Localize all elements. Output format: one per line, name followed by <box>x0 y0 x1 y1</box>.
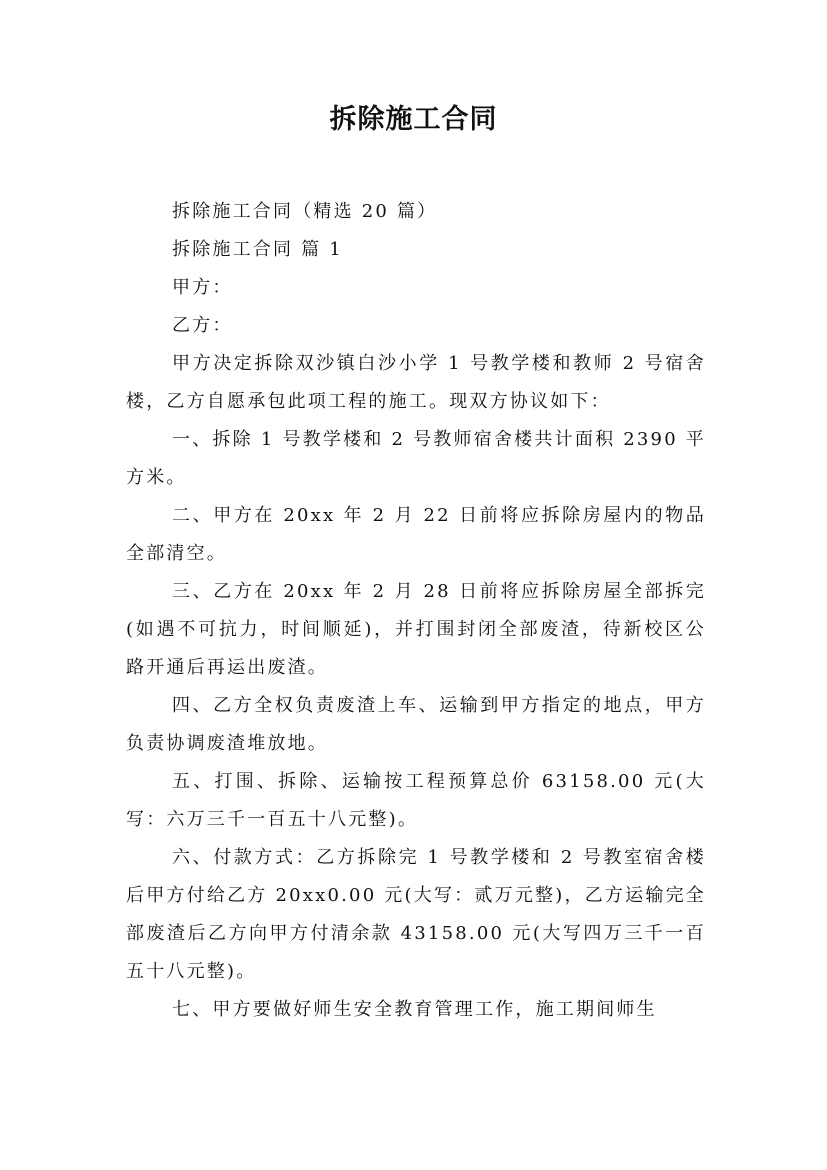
paragraph-section-heading: 拆除施工合同 篇 1 <box>172 239 343 260</box>
paragraph-party-b: 乙方： <box>172 315 233 336</box>
document-title: 拆除施工合同 <box>329 104 498 135</box>
paragraph-clause-2: 二、甲方在 20xx 年 2 月 22 日前将应拆除房屋内的物品全部清空。 <box>126 505 706 564</box>
paragraph-clause-6: 六、付款方式：乙方拆除完 1 号教学楼和 2 号教室宿舍楼后甲方付给乙方 20xx0.00 元(大写：贰万元整)，乙方运输完全部废渣后乙方向甲方付清余款 43158.00 元(大写四万三千一百五十八元整)。 <box>126 847 706 982</box>
paragraph-clause-1: 一、拆除 1 号教学楼和 2 号教师宿舍楼共计面积 2390 平方米。 <box>126 429 706 488</box>
paragraph-party-a: 甲方： <box>172 277 233 298</box>
paragraph-clause-4: 四、乙方全权负责废渣上车、运输到甲方指定的地点，甲方负责协调废渣堆放地。 <box>126 695 706 754</box>
paragraph-intro: 甲方决定拆除双沙镇白沙小学 1 号教学楼和教师 2 号宿舍楼，乙方自愿承包此项工程的施工。现双方协议如下： <box>126 353 706 412</box>
paragraph-clause-5: 五、打围、拆除、运输按工程预算总价 63158.00 元(大写：六万三千一百五十八元整)。 <box>126 771 706 830</box>
paragraph-clause-3: 三、乙方在 20xx 年 2 月 28 日前将应拆除房屋全部拆完(如遇不可抗力，时间顺延)，并打围封闭全部废渣，待新校区公路开通后再运出废渣。 <box>126 581 706 678</box>
paragraph-clause-7: 七、甲方要做好师生安全教育管理工作，施工期间师生 <box>172 999 657 1020</box>
document-body <box>126 193 706 1029</box>
paragraph-subtitle: 拆除施工合同（精选 20 篇） <box>172 201 438 222</box>
